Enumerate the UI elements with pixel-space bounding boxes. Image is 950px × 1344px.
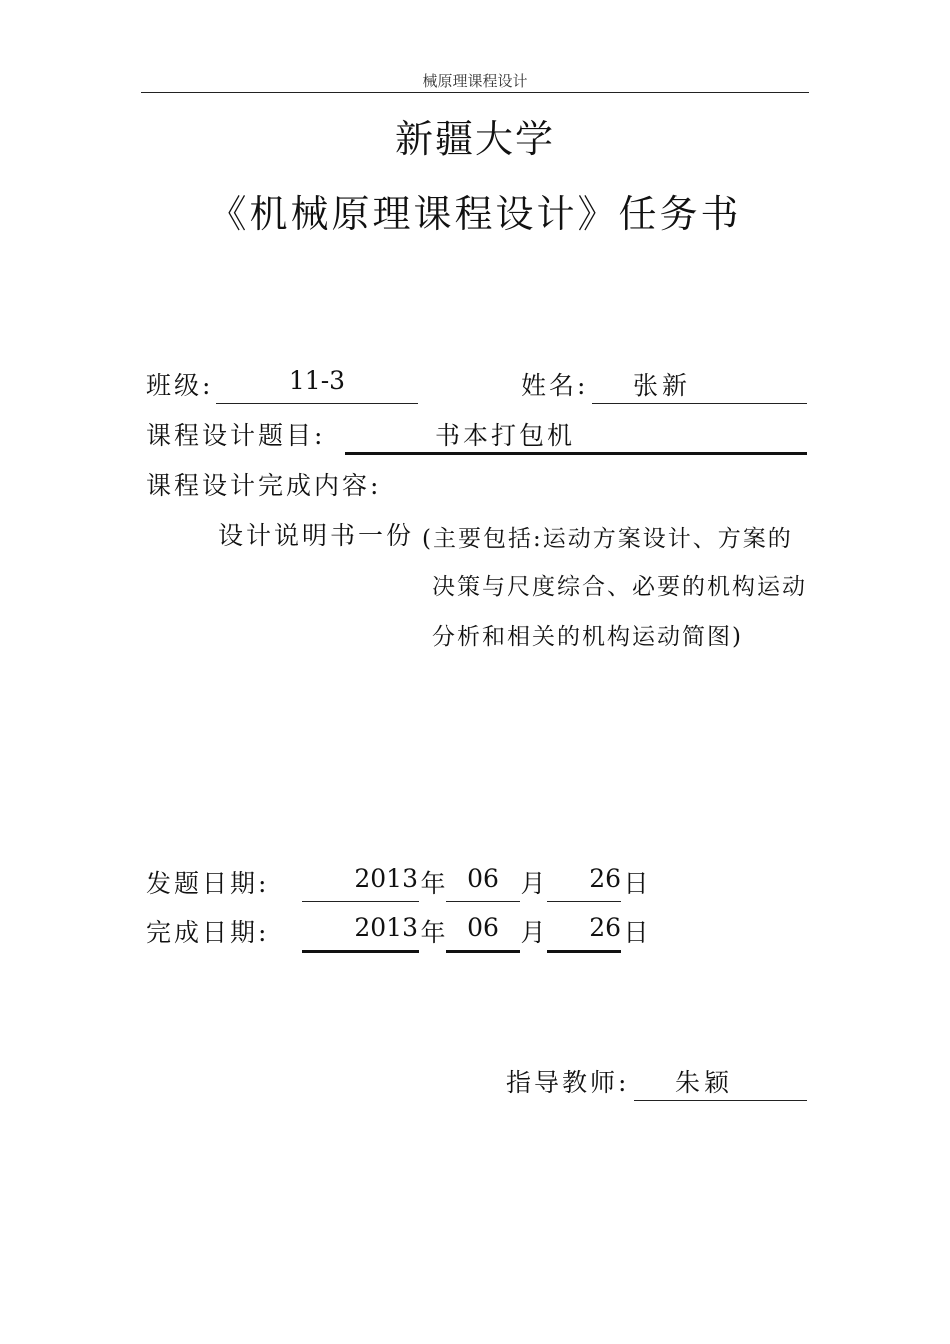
document-title: 《机械原理课程设计》任务书 bbox=[208, 192, 742, 236]
issue-month-underline bbox=[446, 901, 520, 902]
content-detail-line: 决策与尺度综合、必要的机构运动 bbox=[432, 574, 807, 600]
header-rule bbox=[141, 92, 809, 93]
issue-day-underline bbox=[547, 901, 621, 902]
topic-underline bbox=[345, 452, 807, 455]
issue-day: 26 bbox=[589, 864, 621, 893]
finish-year-underline bbox=[302, 950, 419, 953]
advisor-underline bbox=[634, 1100, 807, 1101]
content-lead: 设计说明书一份 bbox=[218, 521, 415, 550]
finish-day-char: 日 bbox=[623, 918, 649, 947]
finish-date-label: 完成日期: bbox=[146, 918, 270, 947]
content-label: 课程设计完成内容: bbox=[146, 471, 382, 500]
topic-value: 书本打包机 bbox=[434, 421, 575, 450]
university-name: 新疆大学 bbox=[394, 117, 555, 161]
issue-month: 06 bbox=[467, 864, 499, 893]
finish-year: 2013 bbox=[354, 913, 418, 942]
class-value: 11-3 bbox=[288, 366, 346, 395]
topic-label: 课程设计题目: bbox=[146, 421, 326, 450]
finish-month-underline bbox=[446, 950, 520, 953]
advisor-label: 指导教师: bbox=[506, 1068, 630, 1097]
issue-year-underline bbox=[302, 901, 419, 902]
issue-year: 2013 bbox=[354, 864, 418, 893]
name-label: 姓名: bbox=[521, 371, 589, 400]
name-value: 张新 bbox=[632, 371, 691, 400]
content-detail-line: (主要包括:运动方案设计、方案的 bbox=[422, 526, 793, 552]
advisor-name: 朱颖 bbox=[674, 1068, 733, 1097]
issue-year-char: 年 bbox=[420, 869, 446, 898]
finish-month: 06 bbox=[467, 913, 499, 942]
issue-date-label: 发题日期: bbox=[146, 869, 270, 898]
class-underline bbox=[216, 403, 418, 404]
finish-day: 26 bbox=[589, 913, 621, 942]
issue-month-char: 月 bbox=[520, 869, 546, 898]
finish-month-char: 月 bbox=[520, 918, 546, 947]
class-label: 班级: bbox=[146, 371, 214, 400]
finish-year-char: 年 bbox=[420, 918, 446, 947]
content-detail-line: 分析和相关的机构运动简图) bbox=[432, 624, 743, 650]
name-underline bbox=[592, 403, 807, 404]
issue-day-char: 日 bbox=[623, 869, 649, 898]
finish-day-underline bbox=[547, 950, 621, 953]
running-header: 械原理课程设计 bbox=[422, 72, 528, 90]
